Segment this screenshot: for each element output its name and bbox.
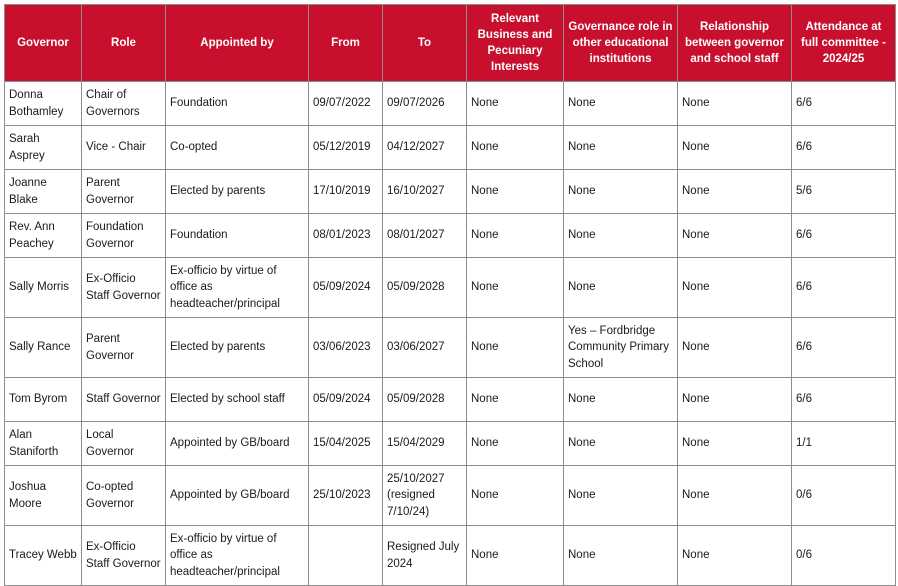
cell-attendance: 6/6 [792,126,896,170]
header-appointed-by: Appointed by [166,5,309,82]
cell-role: Vice - Chair [82,126,166,170]
cell-attendance: 6/6 [792,82,896,126]
cell-appointed-by: Ex-officio by virtue of office as headteacher/principal [166,526,309,586]
cell-appointed-by: Elected by school staff [166,378,309,422]
header-governance-roles: Governance role in other educational institutions [564,5,678,82]
cell-business-interests: None [467,258,564,318]
cell-relationship: None [678,214,792,258]
table-row [5,126,896,170]
table-row [5,214,896,258]
cell-appointed-by: Foundation [166,214,309,258]
table-row [5,466,896,526]
cell-governor: Rev. Ann Peachey [5,214,82,258]
cell-appointed-by: Elected by parents [166,318,309,378]
header-to: To [383,5,467,82]
cell-relationship: None [678,82,792,126]
cell-to: 05/09/2028 [383,378,467,422]
cell-governance-roles: None [564,126,678,170]
cell-attendance: 0/6 [792,466,896,526]
cell-governance-roles: None [564,170,678,214]
cell-to: 05/09/2028 [383,258,467,318]
cell-from: 08/01/2023 [309,214,383,258]
cell-relationship: None [678,466,792,526]
cell-business-interests: None [467,422,564,466]
cell-governance-roles: None [564,422,678,466]
cell-governance-roles: None [564,378,678,422]
cell-governance-roles: None [564,526,678,586]
cell-relationship: None [678,170,792,214]
cell-governor: Tracey Webb [5,526,82,586]
cell-role: Chair of Governors [82,82,166,126]
cell-governor: Joshua Moore [5,466,82,526]
cell-governor: Sarah Asprey [5,126,82,170]
cell-governor: Donna Bothamley [5,82,82,126]
cell-to: 16/10/2027 [383,170,467,214]
header-row [5,5,896,82]
cell-relationship: None [678,422,792,466]
governors-table [4,4,896,586]
cell-governor: Joanne Blake [5,170,82,214]
cell-business-interests: None [467,126,564,170]
cell-attendance: 6/6 [792,318,896,378]
cell-attendance: 0/6 [792,526,896,586]
cell-appointed-by: Co-opted [166,126,309,170]
cell-governance-roles: None [564,466,678,526]
cell-appointed-by: Elected by parents [166,170,309,214]
cell-relationship: None [678,378,792,422]
header-governor: Governor [5,5,82,82]
cell-governance-roles: None [564,214,678,258]
cell-relationship: None [678,526,792,586]
cell-to: 25/10/2027 (resigned 7/10/24) [383,466,467,526]
cell-to: 09/07/2026 [383,82,467,126]
table-row [5,526,896,586]
cell-to: Resigned July 2024 [383,526,467,586]
header-business-interests: Relevant Business and Pecuniary Interests [467,5,564,82]
cell-business-interests: None [467,526,564,586]
table-body [5,82,896,586]
cell-from: 05/09/2024 [309,378,383,422]
cell-appointed-by: Appointed by GB/board [166,466,309,526]
cell-appointed-by: Foundation [166,82,309,126]
cell-from: 09/07/2022 [309,82,383,126]
header-relationship: Relationship between governor and school staff [678,5,792,82]
cell-business-interests: None [467,82,564,126]
cell-from: 15/04/2025 [309,422,383,466]
table-header [5,5,896,82]
cell-role: Foundation Governor [82,214,166,258]
cell-to: 04/12/2027 [383,126,467,170]
cell-to: 03/06/2027 [383,318,467,378]
cell-role: Staff Governor [82,378,166,422]
cell-role: Ex-Officio Staff Governor [82,258,166,318]
cell-role: Local Governor [82,422,166,466]
cell-business-interests: None [467,466,564,526]
cell-appointed-by: Appointed by GB/board [166,422,309,466]
cell-business-interests: None [467,214,564,258]
cell-from [309,526,383,586]
cell-attendance: 6/6 [792,214,896,258]
cell-governance-roles: None [564,82,678,126]
cell-role: Parent Governor [82,170,166,214]
table-row [5,258,896,318]
cell-from: 25/10/2023 [309,466,383,526]
cell-governance-roles: None [564,258,678,318]
table-row [5,318,896,378]
cell-governor: Alan Staniforth [5,422,82,466]
cell-governance-roles: Yes – Fordbridge Community Primary School [564,318,678,378]
table-row [5,422,896,466]
cell-business-interests: None [467,378,564,422]
cell-role: Co-opted Governor [82,466,166,526]
cell-governor: Tom Byrom [5,378,82,422]
cell-relationship: None [678,318,792,378]
cell-role: Parent Governor [82,318,166,378]
header-attendance: Attendance at full committee - 2024/25 [792,5,896,82]
cell-from: 05/12/2019 [309,126,383,170]
cell-attendance: 6/6 [792,378,896,422]
header-role: Role [82,5,166,82]
cell-business-interests: None [467,318,564,378]
cell-governor: Sally Morris [5,258,82,318]
cell-from: 03/06/2023 [309,318,383,378]
table-row [5,170,896,214]
table-row [5,378,896,422]
table-row [5,82,896,126]
cell-role: Ex-Officio Staff Governor [82,526,166,586]
cell-to: 08/01/2027 [383,214,467,258]
cell-from: 17/10/2019 [309,170,383,214]
cell-attendance: 1/1 [792,422,896,466]
cell-governor: Sally Rance [5,318,82,378]
cell-relationship: None [678,258,792,318]
cell-from: 05/09/2024 [309,258,383,318]
cell-to: 15/04/2029 [383,422,467,466]
header-from: From [309,5,383,82]
cell-appointed-by: Ex-officio by virtue of office as headteacher/principal [166,258,309,318]
cell-relationship: None [678,126,792,170]
cell-attendance: 6/6 [792,258,896,318]
cell-attendance: 5/6 [792,170,896,214]
cell-business-interests: None [467,170,564,214]
